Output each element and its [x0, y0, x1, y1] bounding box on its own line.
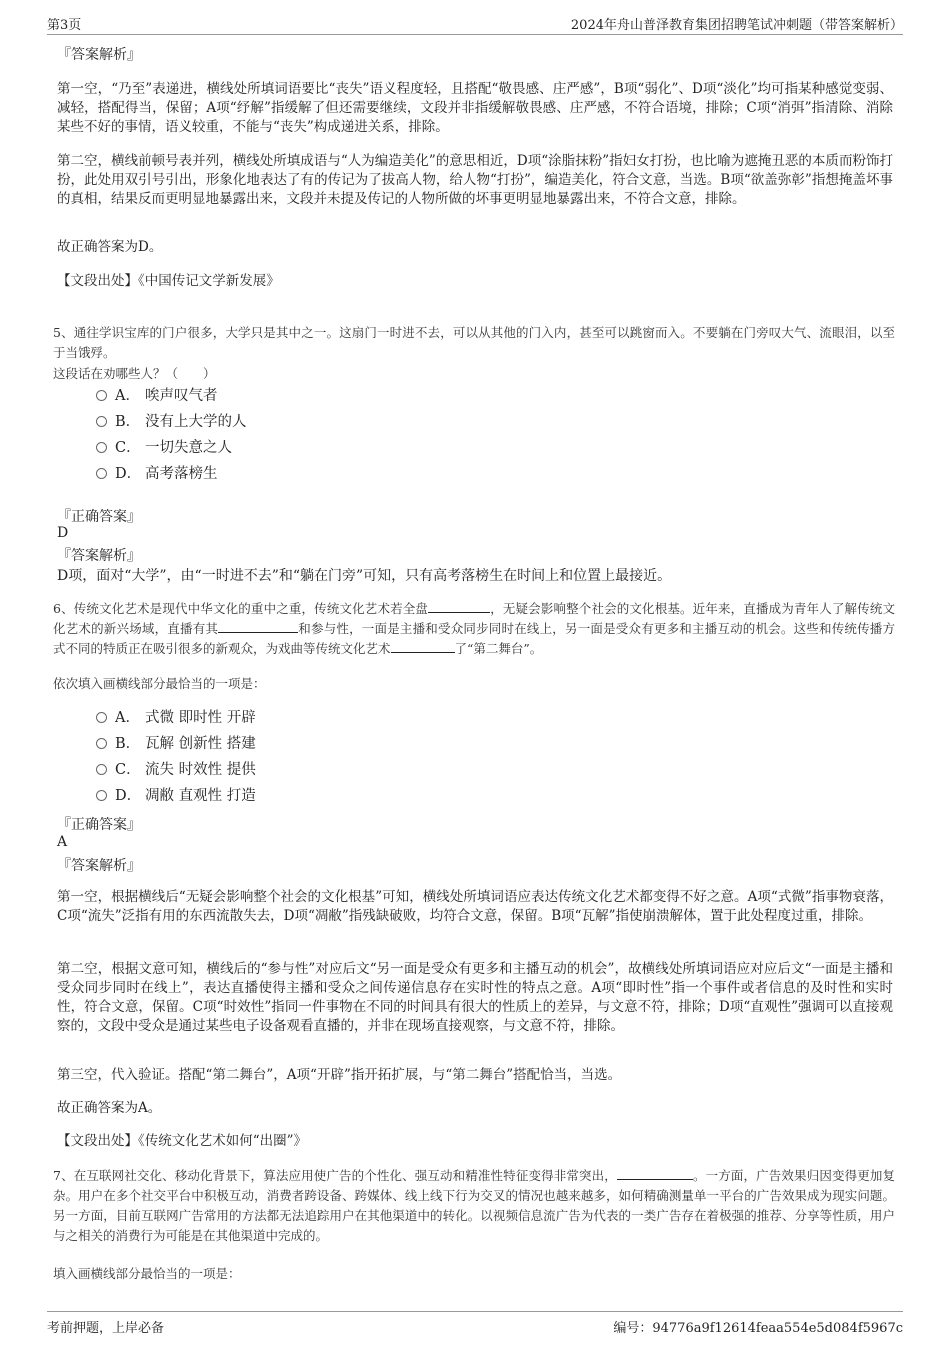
page-footer: [47, 1311, 903, 1336]
radio-icon[interactable]: [96, 712, 107, 723]
q4-analysis-label: 『答案解析』: [57, 47, 141, 63]
q5-option-c[interactable]: C． 一切失意之人: [96, 438, 232, 458]
q4-analysis-p1: 第一空，“乃至”表递进，横线处所填词语要比“丧失”语义程度轻，且搭配“敬畏感、庄严感”，B项“弱化”、D项“淡化”均可指某种感觉变弱、减轻，搭配得当，保留；A项“纾解”指缓解了但还需要继续，文段并非指缓解敬畏感、庄严感，不符合语境，排除；C项“消弭”指清除、消除某些不好的事情，语义较重，不能与“丧失”构成递进关系，排除。: [57, 81, 893, 135]
q6-option-b[interactable]: B． 瓦解 创新性 搭建: [96, 734, 256, 754]
radio-icon[interactable]: [96, 442, 107, 453]
q6-analysis-p3: 第三空，代入验证。搭配“第二舞台”，A项“开辟”指开拓扩展，与“第二舞台”搭配恰当，当选。: [57, 1067, 622, 1083]
q6-answer: A: [57, 834, 68, 850]
q5-option-d[interactable]: D． 高考落榜生: [96, 464, 218, 484]
radio-icon[interactable]: [96, 416, 107, 427]
page-header: [47, 14, 903, 35]
radio-icon[interactable]: [96, 764, 107, 775]
q5-analysis: D项，面对“大学”，由“一时进不去”和“躺在门旁”可知，只有高考落榜生在时间上和位置上最接近。: [57, 568, 672, 584]
document-title: 2024年舟山普泽教育集团招聘笔试冲刺题（带答案解析）: [570, 18, 903, 33]
q5-stem: 5、通往学识宝库的门户很多，大学只是其中之一。这扇门一时进不去，可以从其他的门入内，甚至可以跳窗而入。不要躺在门旁叹大气、流眼泪，以至于当饿殍。: [53, 325, 895, 360]
blank-line: [617, 1167, 693, 1180]
radio-icon[interactable]: [96, 468, 107, 479]
page-number: 第3页: [47, 18, 82, 33]
q6-ask: 依次填入画横线部分最恰当的一项是：: [53, 676, 266, 691]
q4-source: 【文段出处】《中国传记文学新发展》: [57, 273, 280, 289]
q6-option-c[interactable]: C． 流失 时效性 提供: [96, 760, 256, 780]
radio-icon[interactable]: [96, 738, 107, 749]
q6-analysis-label: 『答案解析』: [57, 858, 141, 874]
q6-option-a[interactable]: A． 式微 即时性 开辟: [96, 708, 256, 728]
q5-answer: D: [57, 525, 69, 541]
q6-answer-label: 『正确答案』: [57, 817, 141, 833]
footer-slogan: 考前押题，上岸必备: [47, 1321, 165, 1336]
radio-icon[interactable]: [96, 790, 107, 801]
q6-source: 【文段出处】《传统文化艺术如何“出圈”》: [57, 1133, 308, 1149]
q4-analysis-p2: 第二空，横线前顿号表并列，横线处所填成语与“人为编造美化”的意思相近，D项“涂脂抹粉”指妇女打扮，也比喻为遮掩丑恶的本质而粉饰打扮，此处用双引号引出，形象化地表达了有的传记为了拔高人物，给人物“打扮”，编造美化，符合文意，当选。B项“欲盖弥彰”指想掩盖坏事的真相，结果反而更明显地暴露出来，文段并未提及传记的人物所做的坏事更明显地暴露出来，不符合文意，排除。: [57, 153, 893, 207]
document-id: 编号：94776a9f12614feaa554e5d084f5967c: [613, 1321, 903, 1336]
q5-option-a[interactable]: A． 唉声叹气者: [96, 386, 218, 406]
q6-conclusion: 故正确答案为A。: [57, 1100, 162, 1116]
q6-stem: 6、传统文化艺术是现代中华文化的重中之重，传统文化艺术若全盘 ，无疑会影响整个社会的文化根基。近年来，直播成为青年人了解传统文化艺术的新兴场域，直播有其 和参与性，一面是主播和受众同步同时在线上，另一面是受众有更多和主播互动的机会。这些和传统传播方式不同的特质正在吸引很多的新观众，为戏曲等传统文化艺术 了“第二舞台”。: [53, 601, 895, 656]
q5-ask: 这段话在劝哪些人？（ ）: [53, 366, 216, 381]
q6-option-d[interactable]: D． 凋敝 直观性 打造: [96, 786, 256, 806]
q5-option-b[interactable]: B． 没有上大学的人: [96, 412, 247, 432]
q7-ask: 填入画横线部分最恰当的一项是：: [53, 1266, 241, 1281]
blank-line: [218, 620, 298, 633]
blank-line: [428, 600, 490, 613]
q6-analysis-p1: 第一空，根据横线后“无疑会影响整个社会的文化根基”可知，横线处所填词语应表达传统文化艺术都变得不好之意。A项“式微”指事物衰落，C项“流失”泛指有用的东西流散失去，D项“凋敝”指残缺破败，均符合文意，保留。B项“瓦解”指使崩溃解体，置于此处程度过重，排除。: [57, 889, 893, 924]
blank-line: [391, 640, 455, 653]
q5-answer-label: 『正确答案』: [57, 509, 141, 525]
q7-stem: 7、在互联网社交化、移动化背景下，算法应用使广告的个性化、强互动和精准性特征变得非常突出， 。一方面，广告效果归因变得更加复杂。用户在多个社交平台中积极互动，消费者跨设备、跨媒体、线上线下行为交叉的情况也越来越多，如何精确测量单一平台的广告效果成为现实问题。另一方面，目前互联网广告常用的方法都无法追踪用户在其他渠道中的转化。以视频信息流广告为代表的一类广告存在着极强的推荐、分享等性质，用户与之相关的消费行为可能是在其他渠道中完成的。: [53, 1168, 895, 1243]
q5-analysis-label: 『答案解析』: [57, 548, 141, 564]
q6-analysis-p2: 第二空，根据文意可知，横线后的“参与性”对应后文“另一面是受众有更多和主播互动的机会”，故横线处所填词语应对应后文“一面是主播和受众同步同时在线上”，表达直播使得主播和受众之间传递信息存在实时性的特点之意。A项“即时性”指一个事件或者信息的及时性和实时性，符合文意，保留。C项“时效性”指同一件事物在不同的时间具有很大的性质上的差异，与文意不符，排除；D项“直观性”强调可以直接观察的，文段中受众是通过某些电子设备观看直播的，并非在现场直接观察，与文意不符，排除。: [57, 961, 893, 1034]
q4-conclusion: 故正确答案为D。: [57, 239, 163, 255]
radio-icon[interactable]: [96, 390, 107, 401]
